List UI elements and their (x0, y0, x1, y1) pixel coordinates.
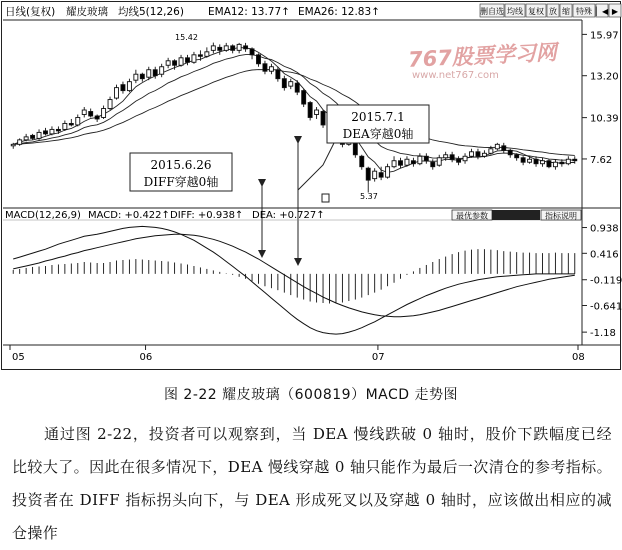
candle-body (231, 46, 235, 50)
dea-value: DEA: +0.727↑ (252, 210, 325, 221)
candle-body (386, 167, 390, 177)
candle-body (250, 49, 254, 55)
candle-body (244, 46, 248, 49)
candle-body (463, 156, 467, 160)
toolbar-button-label: 缩 (562, 7, 570, 16)
candle-body (102, 109, 106, 118)
diff-value: DIFF: +0.938↑ (170, 210, 244, 221)
price-header-stock: 耀皮玻璃 (66, 6, 108, 18)
indicator-bar-fill (492, 210, 540, 220)
watermark-logo: 767股票学习网 (407, 40, 558, 72)
toolbar-button-label: 复权 (528, 7, 544, 16)
optimal-params-button[interactable] (452, 210, 492, 221)
low-price-label: 5.37 (360, 192, 378, 201)
toolbar-button-label: ▶ (611, 7, 619, 16)
candle-body (450, 155, 454, 159)
macd-tick-label: -1.18 (590, 328, 616, 340)
candle-body (560, 162, 564, 163)
high-price-label: 15.42 (175, 33, 198, 42)
x-tick-label: 08 (572, 352, 585, 363)
x-tick-label: 07 (371, 352, 385, 363)
toolbar-button-5[interactable] (573, 4, 595, 17)
callout-diff-text: DIFF穿越0轴 (143, 175, 219, 189)
price-header-ema26: EMA26: 12.83↑ (298, 6, 380, 18)
toolbar-button-6[interactable] (596, 4, 609, 17)
candle-body (521, 158, 525, 162)
candle-body (534, 159, 538, 163)
candle-body (302, 91, 306, 104)
toolbar-button-4[interactable] (560, 4, 572, 17)
candle-body (134, 74, 138, 80)
candle-body (224, 46, 228, 50)
toolbar-button-label: 均线 (507, 7, 523, 16)
candle-body (573, 159, 577, 160)
optimal-params-label: 最优参数 (456, 211, 488, 221)
candle-body (398, 161, 402, 165)
macd-tick-label: -0.119 (590, 275, 622, 287)
candle (321, 110, 325, 128)
price-tick-label: 13.20 (590, 71, 619, 83)
candle-body (153, 70, 157, 76)
price-header-label: 日线(复权) (5, 6, 56, 18)
callout-diff (130, 153, 232, 191)
candle-body (515, 155, 519, 158)
candle-body (114, 88, 118, 98)
price-header-ema12: EMA12: 13.77↑ (208, 6, 290, 18)
candle-body (237, 44, 241, 50)
candle-body (476, 152, 480, 156)
macd-params: MACD(12,26,9) (5, 210, 81, 221)
toolbar-button-3[interactable] (547, 4, 559, 17)
candle-body (457, 159, 461, 162)
watermark-url: www.net767.com (412, 70, 499, 81)
candle-body (418, 156, 422, 163)
candle-body (89, 112, 93, 116)
candle-body (482, 153, 486, 156)
candle (547, 159, 551, 168)
candle-body (11, 144, 15, 145)
candle-body (173, 61, 177, 65)
figure-caption: 图 2-22 耀皮玻璃（600819）MACD 走势图 (163, 387, 459, 403)
toolbar-button-label: 特殊 (576, 7, 592, 16)
candle-body (566, 159, 570, 163)
candle-body (256, 55, 260, 64)
candle-body (108, 100, 112, 109)
candle-body (127, 82, 131, 91)
x-tick-label: 05 (12, 352, 25, 363)
candle-body (308, 103, 312, 118)
candle-body (82, 110, 86, 114)
candle-body (508, 150, 512, 154)
candle-body (315, 110, 319, 114)
candle-body (211, 46, 215, 50)
candle-body (31, 135, 35, 138)
candle-body (140, 74, 144, 78)
toolbar-button-label: 删自选 (480, 7, 504, 16)
macd-value: MACD: +0.422↑ (88, 210, 170, 221)
callout-dea-date: 2015.7.1 (351, 110, 405, 124)
price-tick-label: 10.39 (590, 113, 619, 125)
chart-toolbar (480, 4, 621, 17)
candle-body (411, 161, 415, 164)
candle-body (437, 158, 441, 165)
candle-body (198, 55, 202, 56)
candle-body (379, 173, 383, 177)
candle-body (56, 129, 60, 130)
macd-tick-label: -0.641 (590, 301, 622, 313)
candle-body (50, 129, 54, 133)
candle-body (392, 161, 396, 167)
candle-body (147, 70, 151, 77)
toolbar-button-2[interactable] (526, 4, 546, 17)
candle-body (373, 171, 377, 178)
candle-body (121, 85, 125, 91)
candle-body (405, 159, 409, 165)
price-tick-label: 15.97 (590, 30, 619, 42)
candle-body (69, 123, 73, 124)
price-header-ma: 均线5(12,26) (118, 6, 184, 18)
candle-body (269, 67, 273, 71)
candle-body (547, 161, 551, 167)
marker-box (322, 194, 329, 202)
candle (302, 89, 306, 107)
candle (308, 101, 312, 120)
candle-body (24, 137, 28, 140)
toolbar-button-label: ▏◀ (595, 7, 609, 16)
toolbar-button-1[interactable] (505, 4, 525, 17)
candle-body (76, 117, 80, 124)
candle-body (37, 132, 41, 138)
candle-body (321, 112, 325, 125)
candle-body (469, 152, 473, 156)
candle (18, 138, 22, 145)
body-paragraph: 通过图 2-22，投资者可以观察到，当 DEA 慢线跌破 0 轴时，股价下跌幅度已经比较大了。因此在很多情况下，DEA 慢线穿越 0 轴只能作为最后一次清仓的参考指标。投资者在 DIFF 指标拐头向下，与 DEA 形成死叉以及穿越 0 轴时，应该做出相应的减仓操作 (12, 425, 612, 542)
candle-body (553, 162, 557, 166)
indicator-info-button[interactable] (541, 210, 581, 221)
candle-body (166, 61, 170, 65)
price-tick-label: 7.62 (590, 154, 613, 166)
candle-body (95, 116, 99, 119)
candle-body (528, 159, 532, 162)
candle-body (431, 162, 435, 166)
candle-body (160, 67, 164, 74)
candle-body (63, 123, 67, 129)
candle-body (295, 83, 299, 92)
candle (495, 143, 499, 150)
macd-tick-label: 0.938 (590, 223, 619, 235)
toolbar-button-0[interactable] (480, 4, 504, 17)
candle-body (282, 79, 286, 88)
callout-dea-text: DEA穿越0轴 (342, 127, 414, 141)
indicator-info-label: 指标说明 (545, 211, 577, 221)
candle-body (444, 155, 448, 158)
candle-body (185, 58, 189, 62)
candle-body (18, 140, 22, 144)
toolbar-button-7[interactable] (609, 4, 621, 17)
candle-body (424, 156, 428, 160)
candle-body (192, 55, 196, 62)
candle-body (540, 161, 544, 164)
toolbar-button-label: 放 (549, 7, 557, 16)
candle-body (263, 64, 267, 71)
candle-body (366, 168, 370, 180)
callout-diff-date: 2015.6.26 (150, 158, 212, 172)
x-tick-label: 06 (139, 352, 153, 363)
candle-body (289, 82, 293, 86)
candle-body (43, 131, 47, 134)
candle-body (502, 146, 506, 150)
candle-body (360, 156, 364, 166)
macd-tick-label: 0.416 (590, 249, 619, 261)
candle-body (495, 144, 499, 148)
candle-body (205, 52, 209, 56)
candle-body (489, 149, 493, 153)
candle-body (179, 58, 183, 65)
candle-body (218, 47, 222, 50)
candle-body (276, 70, 280, 79)
